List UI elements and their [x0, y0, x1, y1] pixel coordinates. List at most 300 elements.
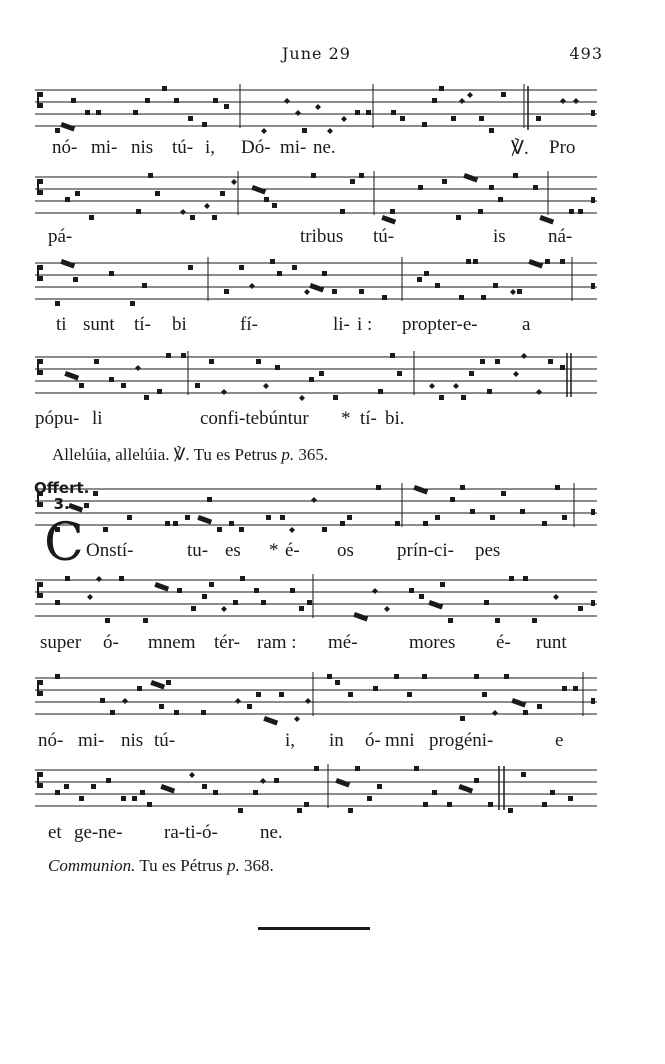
- neume: [261, 600, 266, 605]
- neume: [353, 612, 368, 621]
- neume: [188, 116, 193, 121]
- neume: [289, 527, 295, 533]
- neume: [517, 289, 522, 294]
- neume: [327, 674, 332, 679]
- neume: [384, 606, 390, 612]
- communion-text: Tu es Pétrus: [139, 856, 223, 875]
- neume: [335, 778, 350, 787]
- syllable: os: [337, 540, 354, 561]
- neume: [279, 692, 284, 697]
- neume: [297, 808, 302, 813]
- staff-svg: [35, 347, 597, 407]
- neume: [130, 301, 135, 306]
- neume: [315, 104, 321, 110]
- syllable: tú-: [172, 137, 194, 158]
- neume: [159, 704, 164, 709]
- neume: [105, 618, 110, 623]
- neume: [333, 395, 338, 400]
- syllable: prín-ci-: [397, 540, 454, 561]
- neume: [311, 173, 316, 178]
- syllable: mé-: [328, 632, 358, 653]
- neume: [528, 259, 543, 268]
- neume: [314, 766, 319, 771]
- neume: [290, 588, 295, 593]
- page-number: 493: [569, 44, 603, 63]
- neume: [65, 197, 70, 202]
- neume: [207, 497, 212, 502]
- neume: [513, 173, 518, 178]
- neume: [428, 600, 443, 609]
- offertory-mode: 3.: [53, 495, 70, 513]
- custos-icon: [591, 600, 595, 606]
- neume: [213, 790, 218, 795]
- neume: [202, 594, 207, 599]
- syllable: pópu-: [35, 408, 80, 429]
- neume: [573, 686, 578, 691]
- alleluia-text: Allelúia, allelúia. ℣. Tu es Petrus: [52, 445, 278, 464]
- neume: [474, 778, 479, 783]
- neume: [377, 784, 382, 789]
- neume: [311, 497, 317, 503]
- syllable: a: [522, 314, 531, 335]
- neume: [560, 259, 565, 264]
- neume: [322, 271, 327, 276]
- neume: [459, 98, 465, 104]
- neume: [106, 778, 111, 783]
- neume: [304, 289, 310, 295]
- syllable: Dó-: [241, 137, 271, 158]
- syllable: i :: [357, 314, 373, 335]
- alleluia-page-number: 365.: [298, 445, 329, 464]
- neume: [96, 576, 102, 582]
- neume: [550, 790, 555, 795]
- neume: [180, 209, 186, 215]
- neume: [473, 259, 478, 264]
- neume: [253, 790, 258, 795]
- neume: [435, 515, 440, 520]
- neume: [439, 395, 444, 400]
- syllable: mni: [385, 730, 415, 751]
- syllable: confi-tebúntur: [200, 408, 309, 429]
- neume: [340, 521, 345, 526]
- neume: [140, 790, 145, 795]
- neume: [568, 796, 573, 801]
- neume: [55, 128, 60, 133]
- neume: [548, 359, 553, 364]
- neume: [498, 197, 503, 202]
- neume: [432, 790, 437, 795]
- neume: [440, 582, 445, 587]
- neume: [60, 122, 75, 131]
- syllable: mi-: [78, 730, 105, 751]
- neume: [521, 353, 527, 359]
- neume: [55, 674, 60, 679]
- neume: [355, 110, 360, 115]
- neume: [55, 600, 60, 605]
- neume: [424, 271, 429, 276]
- syllable: ge-ne-: [74, 822, 123, 843]
- neume: [560, 98, 566, 104]
- neume: [461, 395, 466, 400]
- syllable: propter-e-: [402, 314, 478, 335]
- neume: [422, 122, 427, 127]
- staff-svg: [35, 479, 597, 539]
- neume: [413, 485, 428, 494]
- syllable: e: [555, 730, 564, 751]
- neume: [390, 209, 395, 214]
- neume: [177, 588, 182, 593]
- neume: [442, 179, 447, 184]
- neume: [190, 215, 195, 220]
- neume: [109, 377, 114, 382]
- neume: [578, 606, 583, 611]
- neume: [304, 802, 309, 807]
- neume: [474, 674, 479, 679]
- syllable: ra-ti-ó-: [164, 822, 218, 843]
- neume: [372, 588, 378, 594]
- neume: [263, 383, 269, 389]
- neume: [490, 515, 495, 520]
- neume: [264, 197, 269, 202]
- neume: [260, 778, 266, 784]
- end-rule: [258, 927, 370, 930]
- neume: [256, 359, 261, 364]
- neume: [350, 179, 355, 184]
- neume: [458, 784, 473, 793]
- neume: [439, 86, 444, 91]
- communion-page-number: 368.: [244, 856, 274, 875]
- neume: [239, 265, 244, 270]
- neume: [309, 283, 324, 292]
- neume: [307, 600, 312, 605]
- neume: [256, 692, 261, 697]
- neume: [240, 576, 245, 581]
- neume: [247, 704, 252, 709]
- neume: [299, 606, 304, 611]
- neume: [460, 716, 465, 721]
- neume: [65, 576, 70, 581]
- neume: [254, 588, 259, 593]
- neume: [132, 796, 137, 801]
- neume: [60, 259, 75, 268]
- neume: [94, 359, 99, 364]
- staff-svg: [35, 760, 597, 820]
- neume: [201, 710, 206, 715]
- staff-svg: [35, 253, 597, 313]
- neume: [277, 271, 282, 276]
- neume: [480, 359, 485, 364]
- neume: [191, 606, 196, 611]
- neume: [280, 515, 285, 520]
- staff-svg: [35, 80, 597, 140]
- clef-icon: [37, 265, 43, 281]
- neume: [174, 710, 179, 715]
- syllable: tú-: [154, 730, 176, 751]
- neume: [166, 680, 171, 685]
- neume: [122, 698, 128, 704]
- neume: [397, 371, 402, 376]
- neume: [294, 716, 300, 722]
- running-title: June 29: [282, 44, 351, 63]
- neume: [166, 353, 171, 358]
- neume: [509, 576, 514, 581]
- syllable: mi-: [280, 137, 307, 158]
- neume: [484, 600, 489, 605]
- syllable: ne.: [313, 137, 336, 158]
- neume: [202, 122, 207, 127]
- neume: [419, 594, 424, 599]
- neume: [224, 289, 229, 294]
- neume: [261, 128, 267, 134]
- drop-cap-letter: C: [44, 513, 84, 573]
- neume: [562, 515, 567, 520]
- neume: [523, 710, 528, 715]
- neume: [103, 527, 108, 532]
- syllable: tér-: [214, 632, 240, 653]
- neume: [173, 521, 178, 526]
- neume: [155, 191, 160, 196]
- syllable: li: [92, 408, 103, 429]
- neume: [275, 365, 280, 370]
- neume: [162, 86, 167, 91]
- neume: [448, 618, 453, 623]
- neume: [143, 618, 148, 623]
- neume: [470, 509, 475, 514]
- neume: [373, 686, 378, 691]
- neume: [521, 772, 526, 777]
- syllable: pá-: [48, 226, 73, 247]
- neume: [251, 185, 266, 194]
- syllable: i,: [285, 730, 296, 751]
- offertory-label: [34, 480, 89, 512]
- neume: [381, 215, 396, 224]
- neume: [453, 383, 459, 389]
- neume: [460, 485, 465, 490]
- syllable: mnem: [148, 632, 196, 653]
- neume: [394, 674, 399, 679]
- syllable: ℣.: [511, 138, 529, 159]
- neume: [292, 265, 297, 270]
- neume: [96, 110, 101, 115]
- neume: [133, 110, 138, 115]
- syllable: i,: [205, 137, 216, 158]
- staff-s3: [35, 253, 597, 317]
- neume: [142, 283, 147, 288]
- neume: [520, 509, 525, 514]
- syllable: tu-: [187, 540, 209, 561]
- neume: [87, 594, 93, 600]
- neume: [508, 808, 513, 813]
- neume: [79, 383, 84, 388]
- neume: [495, 359, 500, 364]
- clef-icon: [37, 772, 43, 788]
- neume: [322, 527, 327, 532]
- neume: [423, 521, 428, 526]
- neume: [489, 128, 494, 133]
- neume: [542, 802, 547, 807]
- staff-s2: [35, 167, 597, 231]
- neume: [481, 295, 486, 300]
- neume: [578, 209, 583, 214]
- neume: [89, 215, 94, 220]
- neume: [319, 371, 324, 376]
- neume: [463, 173, 478, 182]
- staff-s6: [35, 570, 597, 634]
- alleluia-page-label: p.: [281, 445, 295, 464]
- neume: [348, 808, 353, 813]
- neume: [347, 515, 352, 520]
- syllable: nó-: [38, 730, 64, 751]
- neume: [238, 808, 243, 813]
- neume: [272, 203, 277, 208]
- neume: [555, 485, 560, 490]
- neume: [418, 185, 423, 190]
- neume: [145, 98, 150, 103]
- neume: [482, 692, 487, 697]
- neume: [195, 383, 200, 388]
- neume: [270, 259, 275, 264]
- neume: [71, 98, 76, 103]
- neume: [185, 515, 190, 520]
- neume: [157, 389, 162, 394]
- neume: [456, 215, 461, 220]
- neume: [274, 778, 279, 783]
- neume: [359, 173, 364, 178]
- syllable: pes: [475, 540, 501, 561]
- syllable: nó-: [52, 137, 78, 158]
- neume: [73, 277, 78, 282]
- neume: [542, 521, 547, 526]
- neume: [523, 576, 528, 581]
- neume: [536, 116, 541, 121]
- neume: [391, 110, 396, 115]
- syllable: et: [48, 822, 62, 843]
- syllable: nis: [131, 137, 154, 158]
- neume: [450, 497, 455, 502]
- custos-icon: [591, 698, 595, 704]
- neume: [355, 766, 360, 771]
- neume: [110, 710, 115, 715]
- neume: [204, 203, 210, 209]
- neume: [150, 680, 165, 689]
- alleluia-rubric: [52, 445, 328, 465]
- neume: [209, 582, 214, 587]
- neume: [188, 265, 193, 270]
- neume: [160, 784, 175, 793]
- neume: [154, 582, 169, 591]
- clef-icon: [37, 92, 43, 108]
- neume: [55, 301, 60, 306]
- neume: [488, 802, 493, 807]
- neume: [492, 710, 498, 716]
- neume: [135, 365, 141, 371]
- neume: [121, 796, 126, 801]
- neume: [569, 209, 574, 214]
- neume: [493, 283, 498, 288]
- neume: [220, 191, 225, 196]
- neume: [189, 772, 195, 778]
- neume: [233, 600, 238, 605]
- neume: [432, 98, 437, 103]
- neume: [165, 521, 170, 526]
- staff-svg: [35, 167, 597, 227]
- neume: [55, 790, 60, 795]
- neume: [136, 209, 141, 214]
- clef-icon: [37, 582, 43, 598]
- syllable: ó-: [103, 632, 119, 653]
- neume: [327, 128, 333, 134]
- neume: [495, 618, 500, 623]
- neume: [202, 784, 207, 789]
- neume: [378, 389, 383, 394]
- neume: [144, 395, 149, 400]
- neume: [79, 796, 84, 801]
- neume: [91, 784, 96, 789]
- neume: [121, 383, 126, 388]
- neume: [229, 521, 234, 526]
- neume: [545, 259, 550, 264]
- neume: [231, 179, 237, 185]
- neume: [197, 515, 212, 524]
- neume: [467, 92, 473, 98]
- syllable: tí-: [360, 408, 377, 429]
- syllable: ó-: [365, 730, 381, 751]
- neume: [209, 359, 214, 364]
- syllable: Onstí-: [86, 540, 134, 561]
- neume: [295, 110, 301, 116]
- neume: [137, 686, 142, 691]
- neume: [75, 191, 80, 196]
- neume: [221, 606, 227, 612]
- neume: [181, 353, 186, 358]
- neume: [341, 116, 347, 122]
- neume: [447, 802, 452, 807]
- neume: [224, 104, 229, 109]
- neume: [367, 796, 372, 801]
- neume: [466, 259, 471, 264]
- neume: [533, 185, 538, 190]
- neume: [479, 116, 484, 121]
- syllable: é-: [285, 540, 300, 561]
- syllable: bi: [172, 314, 187, 335]
- neume: [340, 209, 345, 214]
- neume: [119, 576, 124, 581]
- syllable: li-: [333, 314, 350, 335]
- communion-page-label: p.: [227, 856, 240, 875]
- syllable: ti: [56, 314, 67, 335]
- neume: [487, 389, 492, 394]
- neume: [148, 173, 153, 178]
- syllable: super: [40, 632, 82, 653]
- neume: [422, 674, 427, 679]
- staff-s5: [35, 479, 597, 543]
- syllable: nis: [121, 730, 144, 751]
- syllable: sunt: [83, 314, 115, 335]
- syllable: mores: [409, 632, 456, 653]
- neume: [302, 128, 307, 133]
- neume: [478, 209, 483, 214]
- neume: [212, 215, 217, 220]
- syllable: in: [329, 730, 344, 751]
- neume: [429, 383, 435, 389]
- neume: [400, 116, 405, 121]
- syllable: tribus: [300, 226, 344, 247]
- neume: [284, 98, 290, 104]
- neume: [147, 802, 152, 807]
- neume: [451, 116, 456, 121]
- offertory-title: Offert.: [34, 479, 90, 497]
- custos-icon: [591, 197, 595, 203]
